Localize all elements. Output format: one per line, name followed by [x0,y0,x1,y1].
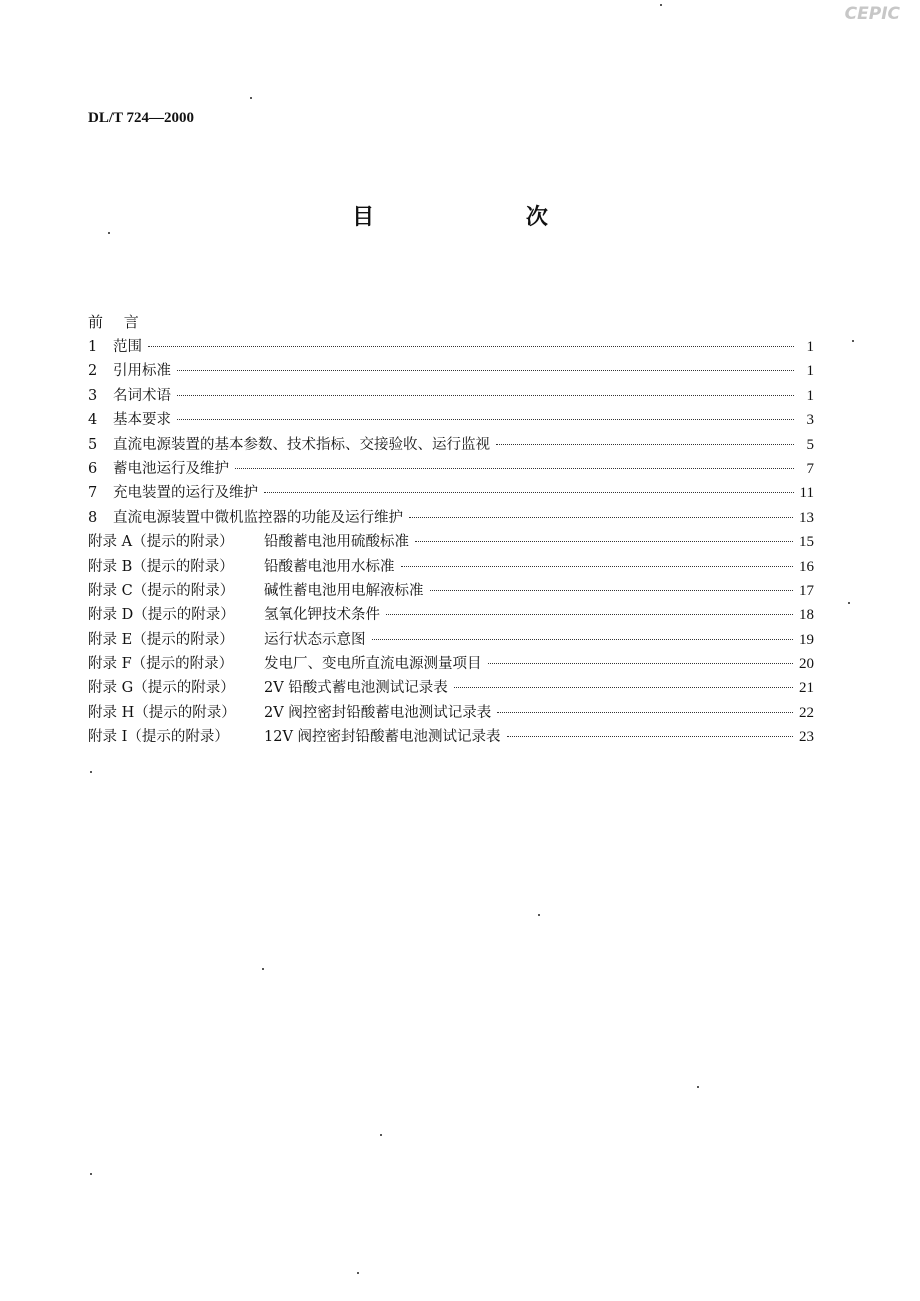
dot-leader [372,639,794,640]
scan-speck [852,340,854,342]
toc-entry-page: 1 [806,387,814,404]
toc-entry-page: 13 [799,509,814,526]
toc-annex-label: 附录 F（提示的附录） [88,656,234,673]
scan-speck [538,914,540,916]
toc-entry-title: 12V 阀控密封铅酸蓄电池测试记录表 [264,729,501,746]
toc-entry-page: 15 [799,534,814,551]
dot-leader [177,395,794,396]
toc-annex-entry [88,628,814,652]
toc-entry-page: 22 [799,704,814,721]
dot-leader [507,736,793,737]
toc-entry [88,433,814,457]
toc-entry-title: 碱性蓄电池用电解液标准 [264,582,424,599]
scan-speck [250,97,252,99]
scan-speck [357,1272,359,1274]
toc-entry-title: 直流电源装置的基本参数、技术指标、交接验收、运行监视 [113,436,490,453]
watermark-logo: CEPIC [844,4,900,24]
scan-speck [108,232,110,234]
dot-leader [264,492,794,493]
dot-leader [496,444,794,445]
dot-leader [401,566,794,567]
toc-annex-label: 附录 G（提示的附录） [88,680,235,697]
toc-entry-page: 20 [799,656,814,673]
scan-speck [848,602,850,604]
toc-entry-page: 19 [799,631,814,648]
toc-entry-number: 5 [88,436,98,453]
toc-entry [88,481,814,505]
toc-annex-entry [88,530,814,554]
toc-entry-page: 1 [806,363,814,380]
scan-speck [697,1086,699,1088]
dot-leader [497,712,793,713]
toc-entry-page: 11 [799,485,814,502]
toc-entry-title: 引用标准 [113,363,171,380]
toc-entry-title: 2V 阀控密封铅酸蓄电池测试记录表 [264,704,492,721]
toc-entry-title: 氢氧化钾技术条件 [264,607,380,624]
toc-entry-page: 21 [799,680,814,697]
dot-leader [454,687,793,688]
toc-annex-label: 附录 B（提示的附录） [88,558,234,575]
toc-entry-title: 铅酸蓄电池用硫酸标准 [264,534,409,551]
dot-leader [430,590,794,591]
dot-leader [177,370,794,371]
toc-entry-number: 6 [88,460,98,477]
toc-entry-title: 范围 [113,339,142,355]
toc-annex-entry [88,603,814,627]
toc-entry-title: 基本要求 [113,412,171,429]
dot-leader [386,614,793,615]
toc-entry-number: 8 [88,509,98,526]
toc-entry-number: 2 [88,363,98,380]
page-title: 目 次 [352,205,620,230]
toc-entry [88,384,814,408]
dot-leader [148,346,794,347]
toc-entry-page: 23 [799,729,814,746]
toc-entry-page: 16 [799,558,814,575]
toc-entry-number: 4 [88,412,98,429]
dot-leader [409,517,793,518]
dot-leader [235,468,794,469]
scan-speck [90,1173,92,1175]
toc-entry-page: 1 [806,339,814,355]
toc-entry-page: 17 [799,582,814,599]
toc-annex-entry [88,676,814,700]
toc-entry [88,506,814,530]
dot-leader [177,419,794,420]
document-code: DL/T 724—2000 [88,110,194,126]
toc-annex-label: 附录 D（提示的附录） [88,607,235,624]
toc-entry [88,359,814,383]
toc-entry [88,408,814,432]
toc-entry-page: 7 [806,460,814,477]
toc-entry-title: 2V 铅酸式蓄电池测试记录表 [264,680,448,697]
toc-entry-page: 18 [799,607,814,624]
toc-entry-number: 3 [88,387,98,404]
toc-annex-entry [88,652,814,676]
toc-annex-entry [88,725,814,749]
toc-preface: 前 言 [88,313,147,331]
toc-entry-title: 直流电源装置中微机监控器的功能及运行维护 [113,509,403,526]
scan-speck [380,1134,382,1136]
toc-entry-title: 铅酸蓄电池用水标准 [264,558,395,575]
toc-entry-title: 充电装置的运行及维护 [113,485,258,502]
toc-entry-number: 1 [88,339,98,355]
scan-speck [660,4,662,6]
scan-speck [90,771,92,773]
dot-leader [415,541,793,542]
toc-entry-title: 发电厂、变电所直流电源测量项目 [264,656,482,673]
toc-entry-title: 运行状态示意图 [264,631,366,648]
toc-annex-label: 附录 A（提示的附录） [88,534,234,551]
toc-entry-page: 5 [806,436,814,453]
toc-annex-label: 附录 C（提示的附录） [88,582,235,599]
toc-entry-number: 7 [88,485,98,502]
toc-annex-entry [88,579,814,603]
toc-annex-entry [88,555,814,579]
scan-speck [262,968,264,970]
toc-annex-label: 附录 I（提示的附录） [88,729,229,746]
toc-entry-title: 名词术语 [113,387,171,404]
toc-entry [88,335,814,359]
table-of-contents [88,335,814,750]
toc-annex-entry [88,701,814,725]
toc-entry-title: 蓄电池运行及维护 [113,460,229,477]
dot-leader [488,663,794,664]
toc-entry [88,457,814,481]
toc-annex-label: 附录 E（提示的附录） [88,631,234,648]
toc-entry-page: 3 [806,412,814,429]
toc-annex-label: 附录 H（提示的附录） [88,704,236,721]
